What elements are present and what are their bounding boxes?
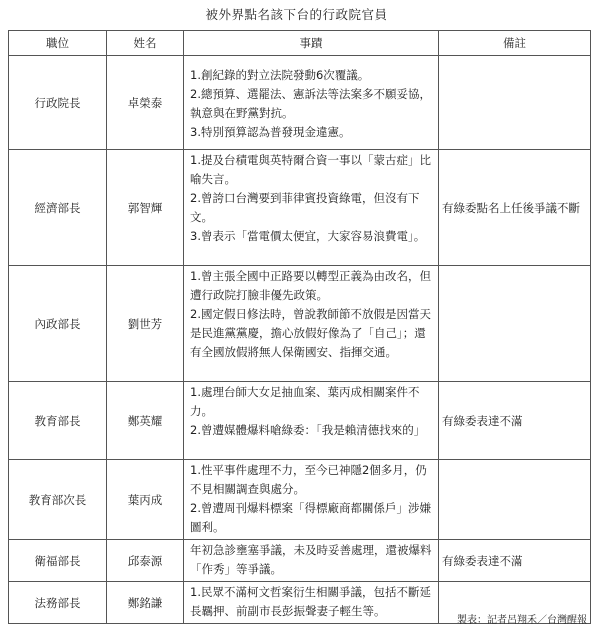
deeds-cell (184, 56, 439, 150)
name-cell: 葉丙成 (107, 460, 184, 540)
officials-table (8, 30, 591, 624)
deeds-cell (184, 460, 439, 540)
deeds-cell (184, 540, 439, 582)
deeds-cell (184, 266, 439, 382)
name-cell: 鄭英耀 (107, 382, 184, 460)
table-row (9, 150, 591, 266)
deed-item: 1.曾主張全國中正路要以轉型正義為由改名，但遭行政院打臉非優先政策。 (190, 269, 431, 302)
header-notes: 備註 (439, 31, 591, 56)
name-cell: 邱泰源 (107, 540, 184, 582)
deed-item: 3.曾表示「當電價太便宜，大家容易浪費電」。 (190, 229, 426, 243)
header-row (9, 31, 591, 56)
deed-item: 2.曾誇口台灣要到菲律賓投資綠電，但沒有下文。 (190, 191, 420, 224)
header-name: 姓名 (107, 31, 184, 56)
deed-item: 1.處理台師大女足抽血案、葉丙成相關案件不力。 (190, 385, 420, 418)
name-cell: 鄭銘謙 (107, 582, 184, 624)
notes-cell: 有綠委點名上任後爭議不斷 (439, 150, 591, 266)
table-row (9, 56, 591, 150)
notes-cell: 有綠委表達不滿 (439, 382, 591, 460)
source-credit: 製表：記者呂翔禾／台灣醒報 (457, 615, 587, 626)
position-cell: 法務部長 (9, 582, 107, 624)
deeds-cell (184, 382, 439, 460)
header-position: 職位 (9, 31, 107, 56)
table-row (9, 460, 591, 540)
deed-item: 3.特別預算認為普發現金違憲。 (190, 125, 351, 139)
table-title: 被外界點名該下台的行政院官員 (205, 7, 388, 22)
deed-item: 2.曾遭媒體爆料嗆綠委：「我是賴清德找來的」 (190, 423, 426, 437)
position-cell: 內政部長 (9, 266, 107, 382)
deed-item: 1.性平事件處理不力，至今已神隱2個多月，仍不見相關調查與處分。 (190, 463, 427, 496)
notes-cell: 有綠委表達不滿 (439, 540, 591, 582)
position-cell: 教育部次長 (9, 460, 107, 540)
table-row (9, 266, 591, 382)
deeds-cell (184, 150, 439, 266)
deed-item: 2.曾遭周刊爆料標案「得標廠商都關係戶」涉嫌圖利。 (190, 501, 431, 534)
notes-cell (439, 266, 591, 382)
deed-item: 2.總預算、選罷法、憲訴法等法案多不願妥協，執意與在野黨對抗。 (190, 87, 431, 120)
position-cell: 教育部長 (9, 382, 107, 460)
table-row (9, 540, 591, 582)
position-cell: 衛福部長 (9, 540, 107, 582)
table-row (9, 382, 591, 460)
notes-cell (439, 460, 591, 540)
deed-item: 年初急診壅塞爭議，未及時妥善處理，還被爆料「作秀」等爭議。 (190, 543, 432, 576)
header-deeds: 事蹟 (184, 31, 439, 56)
deeds-cell (184, 582, 439, 624)
notes-cell (439, 56, 591, 150)
position-cell: 經濟部長 (9, 150, 107, 266)
deed-item: 1.提及台積電與英特爾合資一事以「蒙古症」比喻失言。 (190, 153, 431, 186)
deed-item: 2.國定假日修法時，曾說教師節不放假是因當天是民進黨黨慶，擔心放假好像為了「自己」；還有全國放假將無人保衛國安、指揮交通。 (190, 307, 431, 359)
deed-item: 1.創紀錄的對立法院發動6次覆議。 (190, 68, 370, 82)
name-cell: 郭智輝 (107, 150, 184, 266)
position-cell: 行政院長 (9, 56, 107, 150)
name-cell: 劉世芳 (107, 266, 184, 382)
deed-item: 1.民眾不滿柯文哲案衍生相關爭議，包括不斷延長羈押、前副市長彭振聲妻子輕生等。 (190, 585, 431, 618)
name-cell: 卓榮泰 (107, 56, 184, 150)
